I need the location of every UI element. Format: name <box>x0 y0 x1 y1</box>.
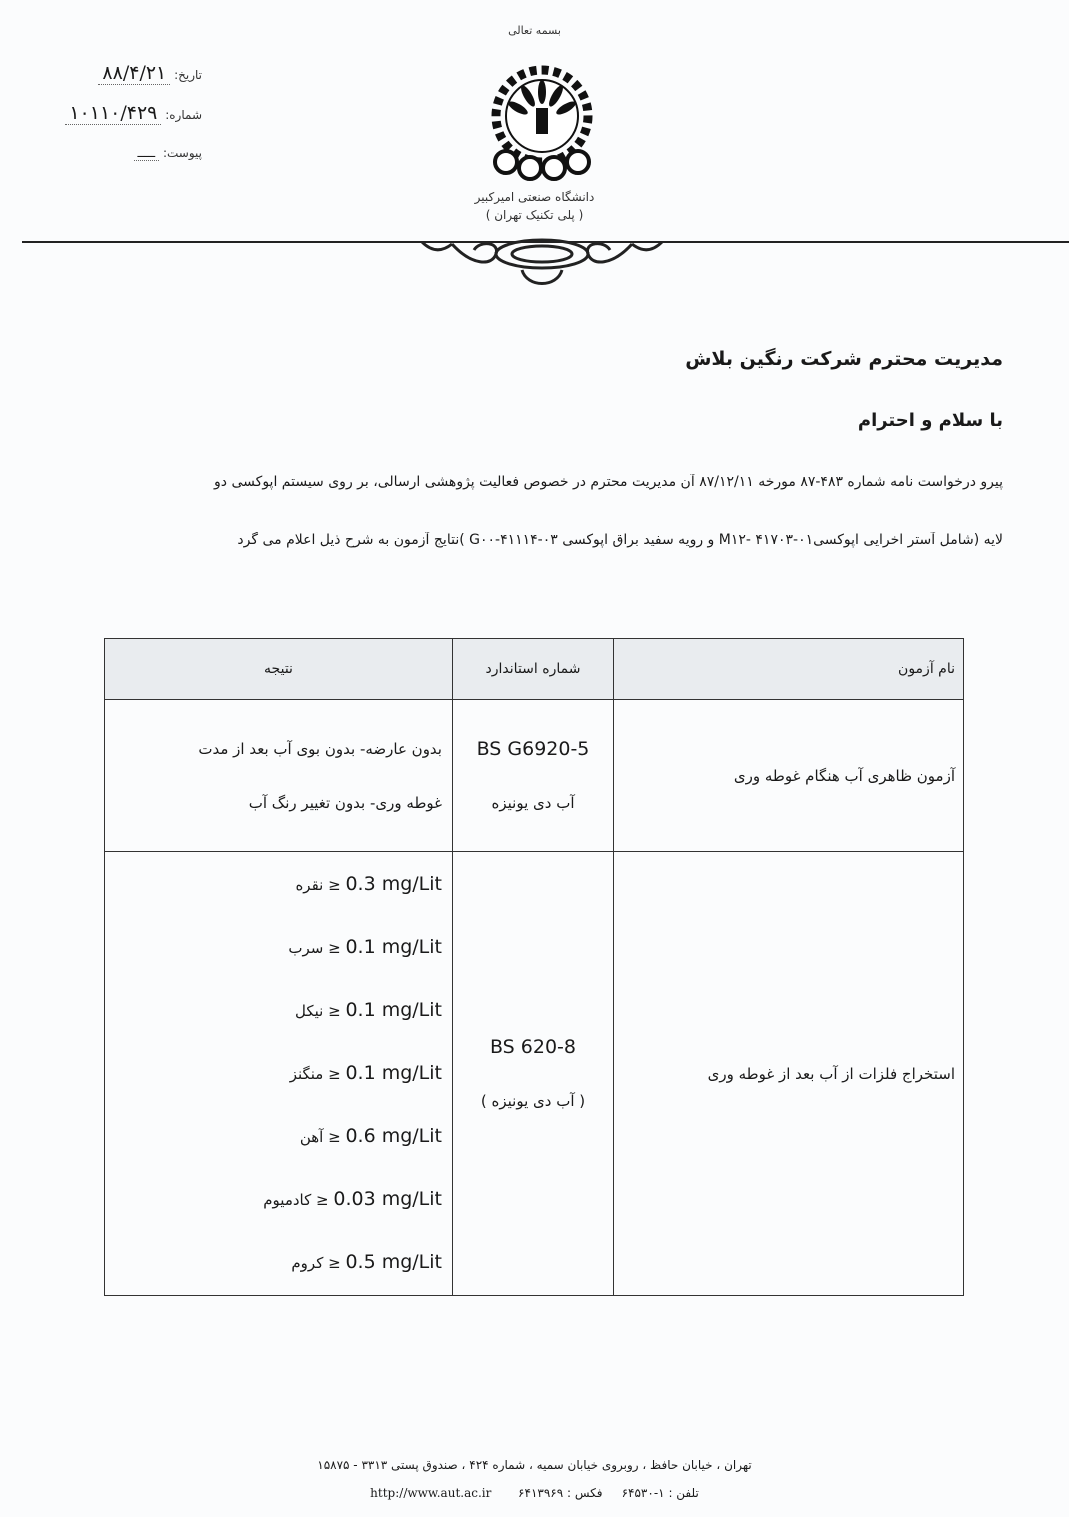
metal-name: آهن <box>299 1128 324 1146</box>
standard-note: آب دی یونیزه <box>491 793 575 812</box>
result-cell <box>105 700 453 852</box>
bismillah: بسمه تعالی <box>508 24 561 37</box>
metal-value: 0.03 mg/Lit <box>333 1188 442 1210</box>
attachment-label: پیوست: <box>162 146 202 160</box>
date-row <box>22 62 202 84</box>
university-subtitle: ( پلی تکنیک تهران ) <box>485 208 584 222</box>
standard-code: BS 620-8 <box>489 1035 576 1058</box>
metal-value: 0.3 mg/Lit <box>345 873 442 895</box>
result-line: بدون عارضه- بدون بوی آب بعد از مدت <box>198 739 442 758</box>
standard-code: BS G6920-5 <box>476 737 590 760</box>
university-name: دانشگاه صنعتی امیرکبیر <box>474 190 595 204</box>
metal-name: کادمیوم <box>263 1191 312 1209</box>
footer-fax: فکس : ۶۴۱۳۹۶۹ <box>518 1486 603 1500</box>
date-label: تاریخ: <box>174 68 202 82</box>
standard-cell <box>453 700 614 852</box>
table-row <box>105 700 964 852</box>
metal-result: 0.5 mg/Lit ≤ کروم <box>291 1251 442 1273</box>
attachment-value: ـــــ <box>134 146 160 161</box>
table-header-row <box>105 639 964 700</box>
metal-result: 0.1 mg/Lit ≤ نیکل <box>294 999 442 1021</box>
body-line-2: لایه (شامل آستر اخرایی اپوکسی۰۱-M۱۲- ۴۱۷۰۳ و رویه سفید براق اپوکسی ۰۳-G۰۰-۴۱۱۱۴ )نتایج آزمون به شرح ذیل اعلام می گرد <box>237 532 1003 548</box>
result-line: غوطه وری- بدون تغییر رنگ آب <box>248 793 442 812</box>
footer-contact <box>0 1486 1069 1500</box>
header-test-name: نام آزمون <box>614 639 964 700</box>
metal-name: نقره <box>295 876 324 894</box>
metal-name: منگنز <box>289 1065 324 1083</box>
metal-value: 0.1 mg/Lit <box>345 936 442 958</box>
metal-result: 0.1 mg/Lit ≤ منگنز <box>289 1062 442 1084</box>
metal-result: 0.1 mg/Lit ≤ سرب <box>288 936 442 958</box>
number-label: شماره: <box>165 108 202 122</box>
metal-value: 0.5 mg/Lit <box>345 1251 442 1273</box>
date-value: ۸۸/۴/۲۱ <box>98 62 170 85</box>
header-result: نتیجه <box>105 639 453 700</box>
metal-name: نیکل <box>294 1002 324 1020</box>
metal-value: 0.1 mg/Lit <box>345 999 442 1021</box>
greeting: با سلام و احترام <box>857 410 1003 431</box>
metal-name: سرب <box>288 939 324 957</box>
footer-phone: تلفن : ۱-۶۴۵۳۰ <box>621 1486 699 1500</box>
standard-note: ( آب دی یونیزه ) <box>480 1091 586 1110</box>
metal-result: 0.03 mg/Lit ≤ کادمیوم <box>263 1188 442 1210</box>
ornamental-divider <box>22 226 1069 300</box>
footer-address: تهران ، خیابان حافظ ، روبروی خیابان سمیه ، شماره ۴۲۴ ، صندوق پستی ۳۳۱۳ - ۱۵۸۷۵ <box>317 1458 752 1472</box>
number-row <box>22 102 202 124</box>
attachment-row <box>22 146 202 160</box>
footer-website-link[interactable]: http://www.aut.ac.ir <box>370 1486 492 1500</box>
test-name-cell: آزمون ظاهری آب هنگام غوطه وری <box>614 700 964 852</box>
metal-result: 0.3 mg/Lit ≤ نقره <box>295 873 442 895</box>
university-logo <box>484 58 600 186</box>
table-row <box>105 852 964 1296</box>
number-value: ۱۰۱۱۰/۴۲۹ <box>65 102 161 125</box>
metal-value: 0.6 mg/Lit <box>345 1125 442 1147</box>
metal-name: کروم <box>291 1254 324 1272</box>
standard-cell <box>453 852 614 1296</box>
metal-result: 0.6 mg/Lit ≤ آهن <box>299 1125 442 1147</box>
body-line-1: پیرو درخواست نامه شماره ۴۸۳-۸۷ مورخه ۸۷/۱۲/۱۱ آن مدیریت محترم در خصوص فعالیت پژوهشی ارسالی، بر روی سیستم اپوکسی دو <box>214 474 1003 490</box>
header-standard: شماره استاندارد <box>453 639 614 700</box>
recipient: مدیریت محترم شرکت رنگین بلاش <box>685 348 1003 370</box>
result-cell <box>105 852 453 1296</box>
results-table <box>104 638 964 1296</box>
metal-value: 0.1 mg/Lit <box>345 1062 442 1084</box>
test-name-cell: استخراج فلزات از آب بعد از غوطه وری <box>614 852 964 1296</box>
